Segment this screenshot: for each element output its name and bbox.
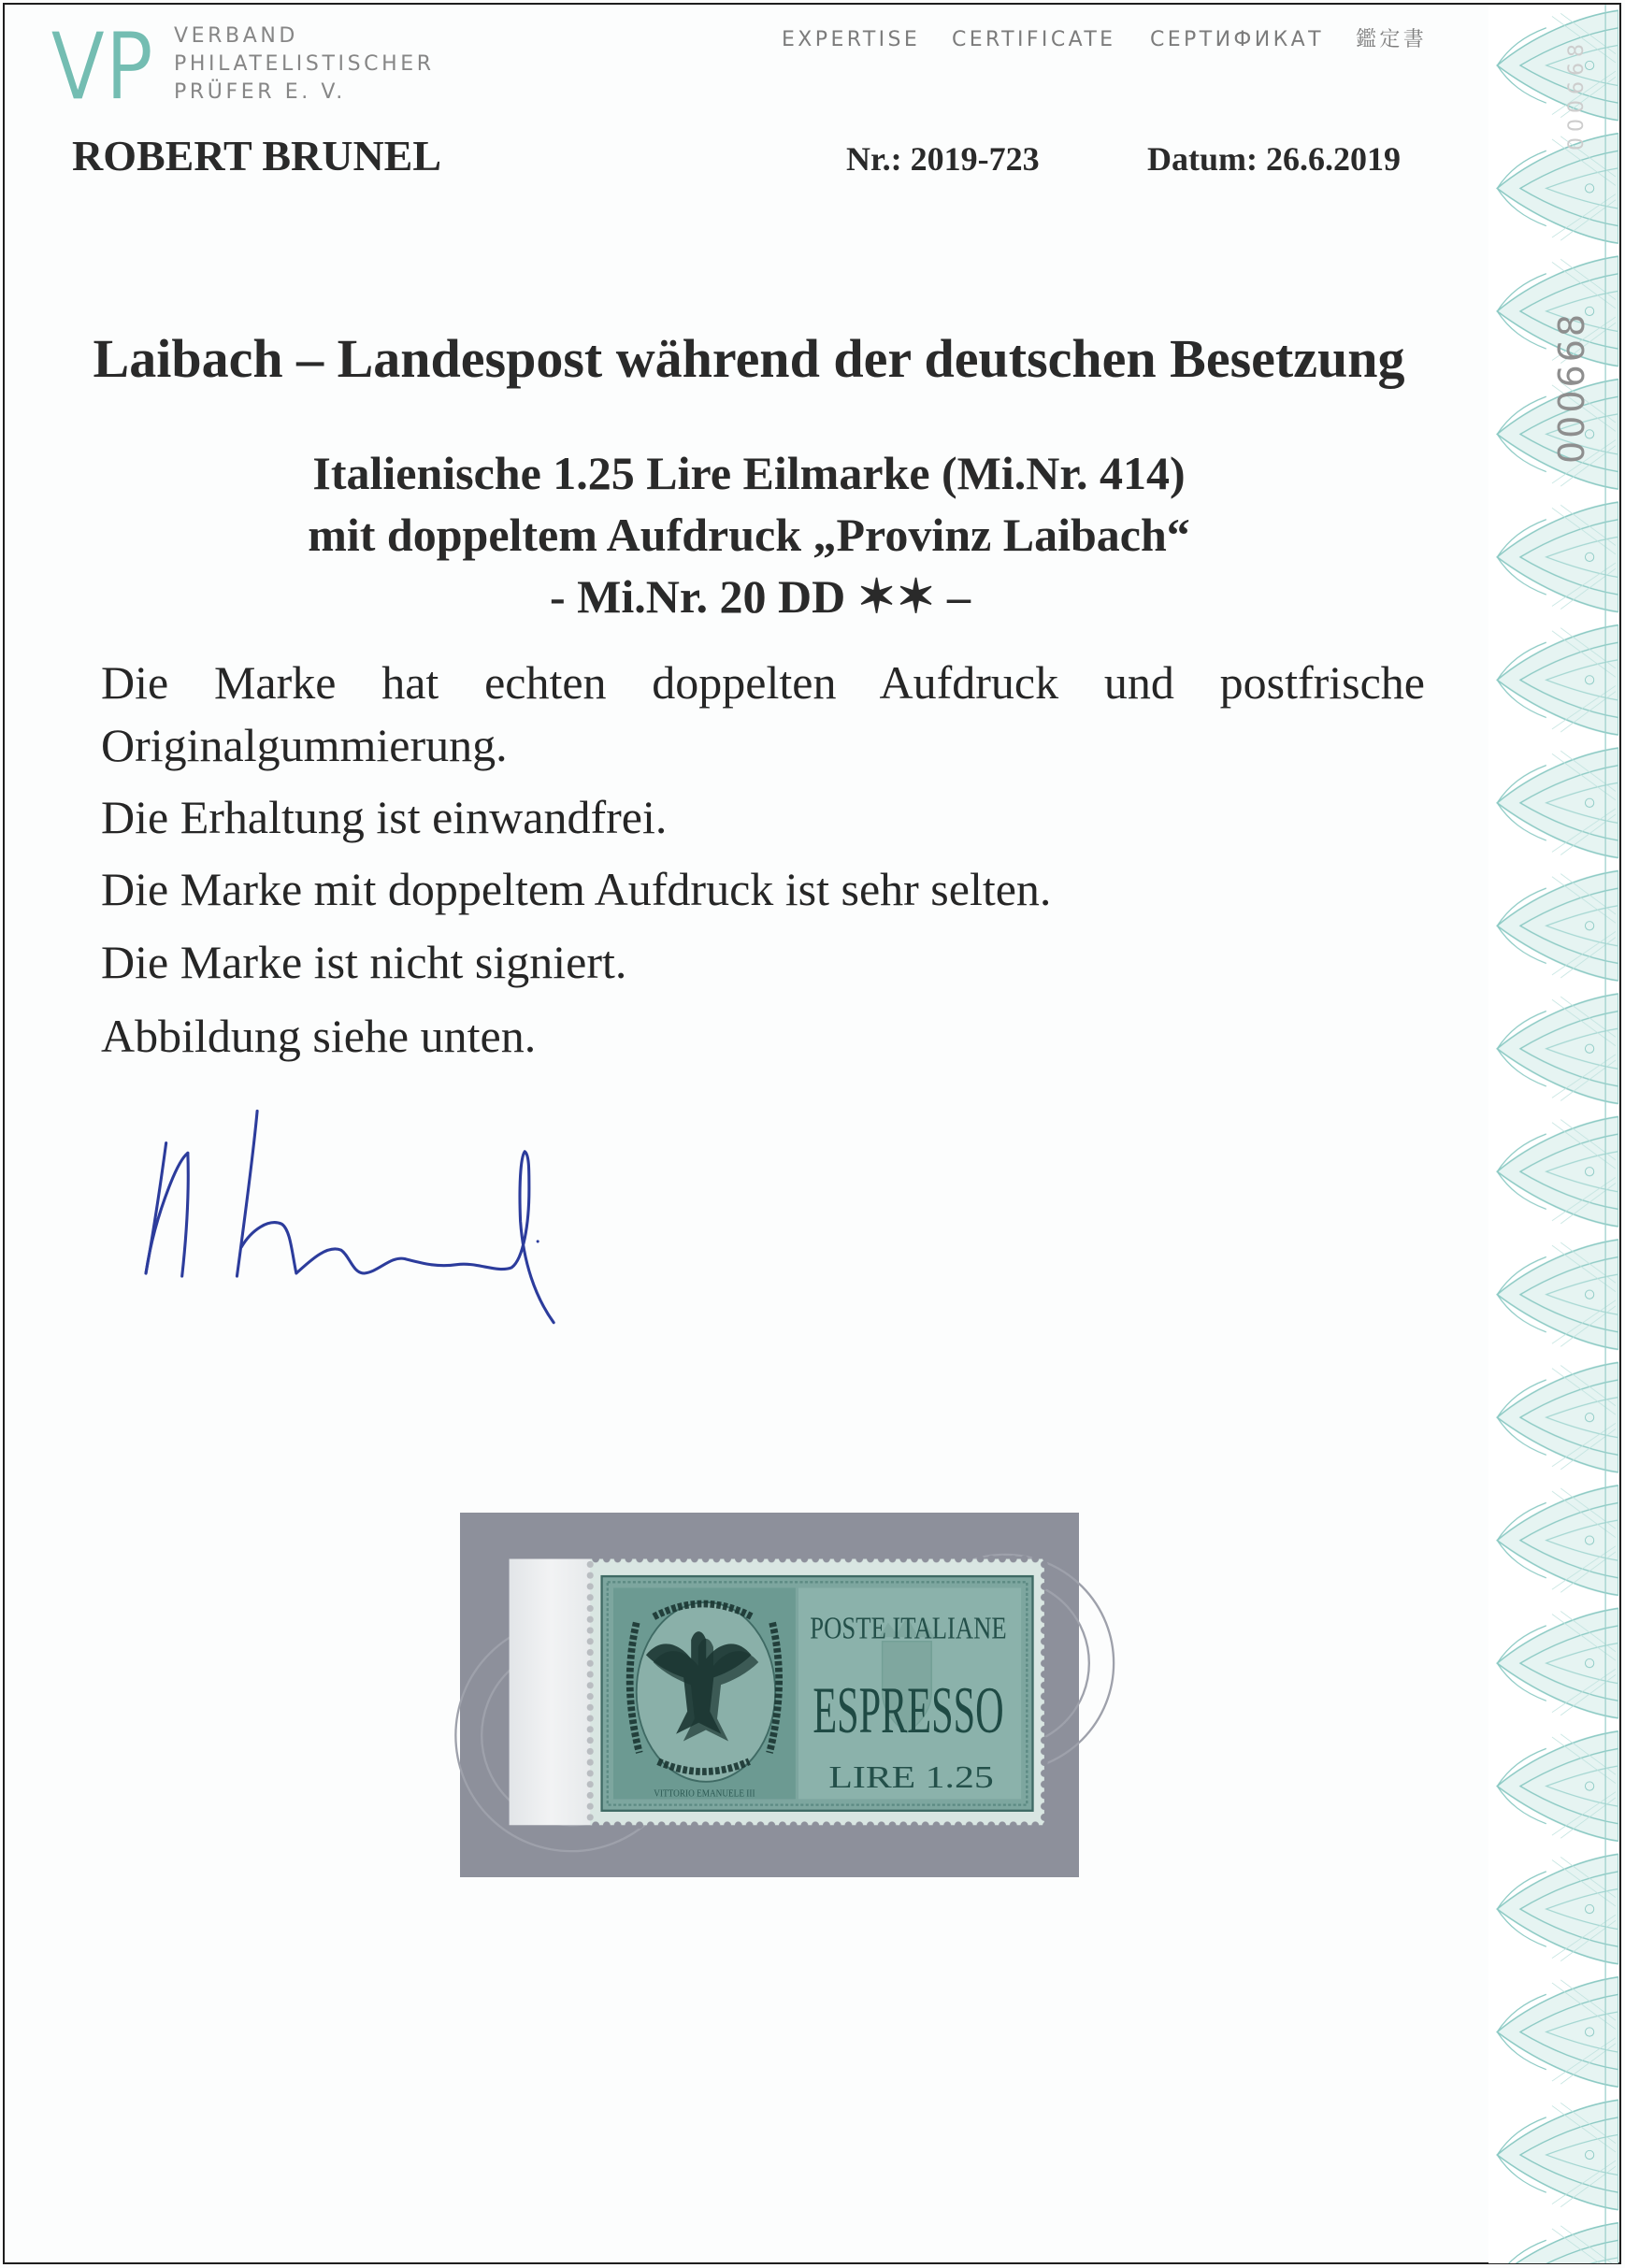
- perforation-left: [582, 1559, 597, 1826]
- stamp-portrait-caption: VITTORIO EMANUELE III: [654, 1787, 755, 1800]
- body-line: Die Marke ist nicht signiert.: [101, 936, 627, 988]
- body-line: Abbildung siehe unten.: [101, 1010, 537, 1062]
- perforation-top: [590, 1552, 1047, 1566]
- serial-number-faint: 000668: [1565, 38, 1589, 151]
- postage-stamp-photo: [460, 1513, 1079, 1877]
- certificate-title: Laibach – Landespost während der deutschen Besetzung: [93, 328, 1405, 389]
- subtitle-line: mit doppeltem Aufdruck „Provinz Laibach“: [308, 509, 1190, 561]
- stamp-selvage: [510, 1559, 594, 1826]
- perforation-bottom: [590, 1818, 1047, 1832]
- catalogue-number-line: - Mi.Nr. 20 DD ✶✶ –: [550, 570, 971, 623]
- vp-logo: [49, 12, 155, 122]
- certificate-date: Datum: 26.6.2019: [1147, 140, 1401, 178]
- doc-type-expertise: EXPERTISE: [782, 28, 921, 51]
- doc-type-sertifikat: СЕРТИФИКАТ: [1150, 28, 1324, 51]
- body-line: Originalgummierung.: [101, 719, 508, 771]
- vp-logo-letters: VP: [50, 12, 153, 122]
- certificate-number: Nr.: 2019-723: [846, 140, 1040, 178]
- handwritten-signature-icon: [130, 1099, 564, 1331]
- organization-line: VERBAND: [174, 24, 298, 48]
- stamp-country: POSTE ITALIANE: [810, 1611, 1007, 1646]
- perforation-right: [1037, 1559, 1051, 1826]
- subtitle-line: Italienische 1.25 Lire Eilmarke (Mi.Nr. 414): [312, 447, 1186, 499]
- body-line: Die Marke mit doppeltem Aufdruck ist sehr selten.: [101, 863, 1052, 915]
- body-line: Die Marke hat echten doppelten Aufdruck und postfrische: [101, 656, 1425, 709]
- doc-type-kanteisho: 鑑定書: [1356, 28, 1428, 51]
- doc-type-certificate: CERTIFICATE: [952, 28, 1116, 51]
- stamp-value: LIRE 1.25: [828, 1760, 994, 1796]
- organization-line: PRÜFER E. V.: [174, 80, 346, 104]
- examiner-name: ROBERT BRUNEL: [72, 132, 442, 179]
- organization-line: PHILATELISTISCHER: [174, 52, 435, 76]
- body-line: Die Erhaltung ist einwandfrei.: [101, 791, 668, 843]
- stamp-type: ESPRESSO: [812, 1674, 1004, 1748]
- serial-number: 000668: [1551, 310, 1592, 464]
- organization-name: [174, 22, 435, 107]
